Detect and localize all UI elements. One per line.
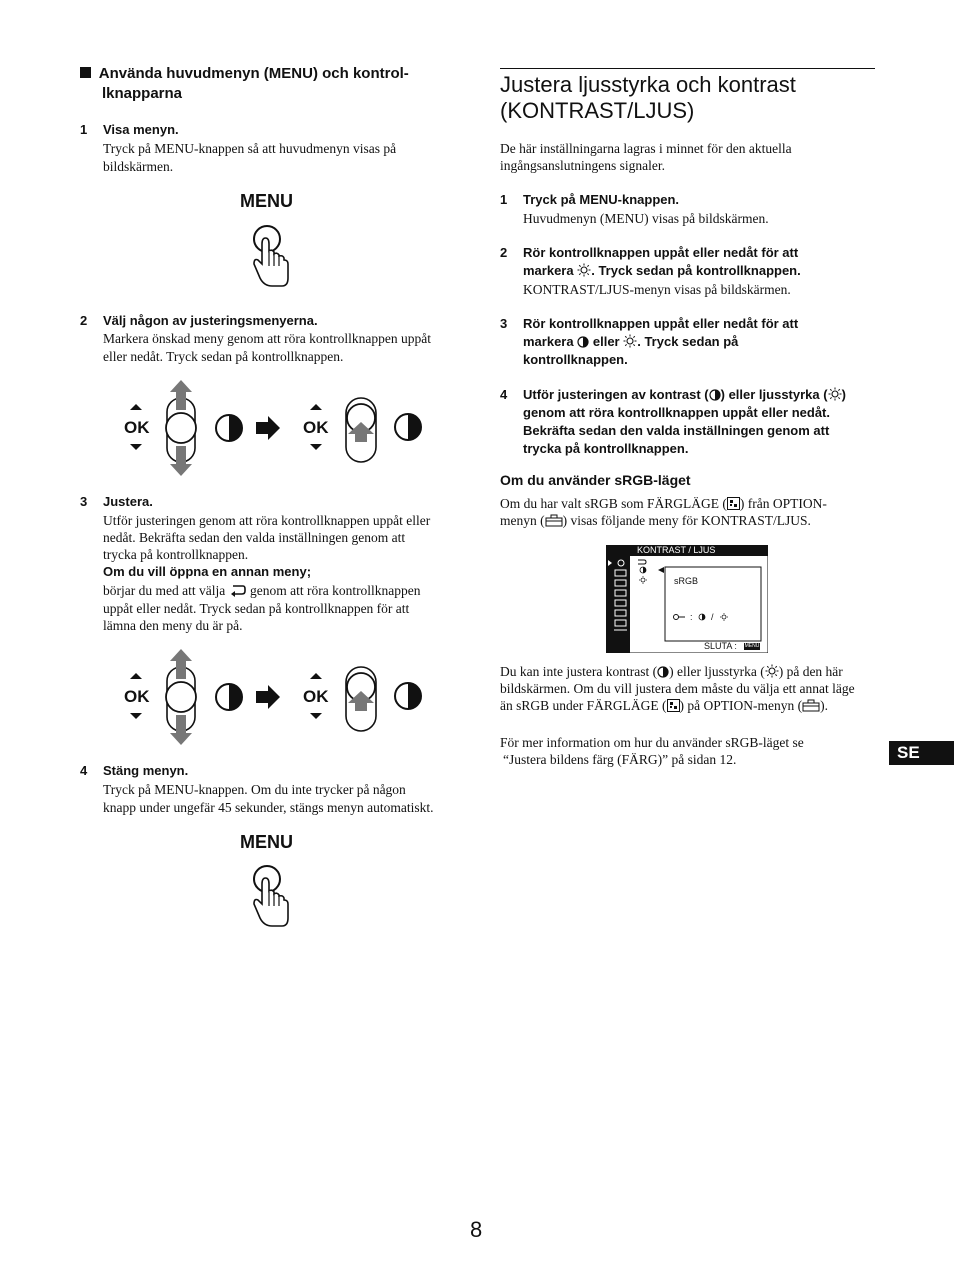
r-step-3-heading-3: kontrollknappen. xyxy=(523,352,628,367)
step-4-number: 4 xyxy=(80,763,88,778)
r-step-4-heading-3: Bekräfta sedan den valda inställningen genom att xyxy=(523,423,830,438)
osd-srgb: sRGB xyxy=(674,576,699,586)
r-step-2-number: 2 xyxy=(500,245,508,260)
title-rule xyxy=(500,68,875,69)
step-4-text-2: knapp under ungefär 45 sekunder, stängs menyn automatiskt. xyxy=(103,800,434,815)
intro-text-2: ingångsanslutningens signaler. xyxy=(500,158,665,173)
return-arrow-icon xyxy=(229,583,247,597)
menu-label: MENU xyxy=(240,191,293,211)
page-number: 8 xyxy=(470,1217,483,1242)
step-1-heading: Visa menyn. xyxy=(103,122,179,137)
r-step-4-number: 4 xyxy=(500,387,508,402)
bullet-square-icon xyxy=(80,67,91,78)
page-title-line-1: Justera ljusstyrka och kontrast xyxy=(500,72,796,97)
language-tab: SE xyxy=(889,741,954,765)
step-1-text-2: bildskärmen. xyxy=(103,159,174,174)
osd-title: KONTRAST / LJUS xyxy=(637,545,716,555)
step-3-text-1: Utför justeringen genom att röra kontrollknappen uppåt eller xyxy=(103,513,431,528)
r-step-1-text: Huvudmenyn (MENU) visas på bildskärmen. xyxy=(523,211,769,226)
step-2-heading: Välj någon av justeringsmenyerna. xyxy=(103,313,318,328)
srgb-heading: Om du använder sRGB-läget xyxy=(500,472,691,488)
r-step-4-heading-1: Utför justeringen av kontrast ( ) eller ljusstyrka ( ) xyxy=(523,387,846,402)
ok-label: OK xyxy=(303,418,329,437)
color-mode-icon xyxy=(667,699,680,712)
step-3-subheading: Om du vill öppna en annan meny; xyxy=(103,564,312,579)
osd-menu-illustration xyxy=(606,545,768,653)
step-3-text-3: trycka på kontrollknappen. xyxy=(103,547,249,562)
step-3-text-2: nedåt. Bekräfta sedan den valda inställningen genom att xyxy=(103,530,406,545)
r-step-1-number: 1 xyxy=(500,192,508,207)
step-1-number: 1 xyxy=(80,122,88,137)
osd-colon: : xyxy=(690,612,693,622)
r-step-3-heading-2: markera eller . Tryck sedan på xyxy=(523,334,739,349)
contrast-icon xyxy=(709,389,721,401)
page-title-line-2: (KONTRAST/LJUS) xyxy=(500,98,695,123)
section-title-cont: lknapparna xyxy=(102,85,183,102)
option-toolbox-icon xyxy=(545,514,563,527)
srgb-ref-1: För mer information om hur du använder sRGB-läget se xyxy=(500,735,804,750)
srgb-text-1: Om du har valt sRGB som FÄRGLÄGE ( ) från OPTION- xyxy=(500,496,827,511)
step-3-sub-text-3: lämna den meny du är på. xyxy=(103,618,243,633)
control-button-diagram-1 xyxy=(120,378,430,478)
brightness-icon xyxy=(765,664,779,678)
section-title: Använda huvudmenyn (MENU) och kontrol- xyxy=(80,64,460,84)
osd-exit-label: SLUTA : xyxy=(704,641,737,651)
step-4-text-1: Tryck på MENU-knappen. Om du inte trycker på någon xyxy=(103,782,406,797)
r-step-3-number: 3 xyxy=(500,316,508,331)
step-3-sub-text-1: börjar du med att välja genom att röra kontrollknappen xyxy=(103,583,421,598)
srgb-ref-2: “Justera bildens färg (FÄRG)” på sidan 12. xyxy=(503,752,737,767)
ok-label: OK xyxy=(303,687,329,706)
contrast-icon xyxy=(657,666,669,678)
r-step-2-heading-1: Rör kontrollknappen uppåt eller nedåt för att xyxy=(523,245,799,260)
brightness-icon xyxy=(577,263,591,277)
ok-label: OK xyxy=(124,418,150,437)
contrast-icon xyxy=(577,336,589,348)
r-step-1-heading: Tryck på MENU-knappen. xyxy=(523,192,680,207)
hand-press-menu-icon xyxy=(246,222,296,292)
color-mode-icon xyxy=(727,497,740,510)
step-2-text-1: Markera önskad meny genom att röra kontrollknappen uppåt xyxy=(103,331,432,346)
step-2-number: 2 xyxy=(80,313,88,328)
r-step-3-heading-1: Rör kontrollknappen uppåt eller nedåt för att xyxy=(523,316,799,331)
r-step-4-heading-4: trycka på kontrollknappen. xyxy=(523,441,689,456)
srgb-note-2: bildskärmen. Om du vill justera dem måste du välja ett annat läge xyxy=(500,681,855,696)
step-3-heading: Justera. xyxy=(103,494,153,509)
brightness-icon xyxy=(828,387,842,401)
srgb-text-2: menyn ( ) visas följande meny för KONTRAST/LJUS. xyxy=(500,513,811,528)
r-step-2-text: KONTRAST/LJUS-menyn visas på bildskärmen. xyxy=(523,282,791,297)
osd-menu-badge: MENU xyxy=(744,643,760,649)
control-button-diagram-2 xyxy=(120,647,430,747)
intro-text-1: De här inställningarna lagras i minnet för den aktuella xyxy=(500,141,792,156)
step-2-text-2: eller nedåt. Tryck sedan på kontrollknappen. xyxy=(103,349,344,364)
option-toolbox-icon xyxy=(802,699,820,712)
step-4-heading: Stäng menyn. xyxy=(103,763,189,778)
r-step-2-heading-2: markera . Tryck sedan på kontrollknappen. xyxy=(523,263,801,278)
step-1-text-1: Tryck på MENU-knappen så att huvudmenyn visas på xyxy=(103,141,397,156)
step-3-sub-text-2: uppåt eller nedåt. Tryck sedan på kontrollknappen för att xyxy=(103,601,410,616)
osd-slash: / xyxy=(711,612,714,622)
srgb-note-3: än sRGB under FÄRGLÄGE ( ) på OPTION-menyn ( ). xyxy=(500,698,828,713)
r-step-4-heading-2: genom att röra kontrollknappen uppåt eller nedåt. xyxy=(523,405,830,420)
brightness-icon xyxy=(623,334,637,348)
srgb-note-1: Du kan inte justera kontrast ( ) eller ljusstyrka ( ) på den här xyxy=(500,664,843,679)
ok-label: OK xyxy=(124,687,150,706)
hand-press-menu-icon xyxy=(246,862,296,932)
menu-label: MENU xyxy=(240,832,293,852)
step-3-number: 3 xyxy=(80,494,88,509)
